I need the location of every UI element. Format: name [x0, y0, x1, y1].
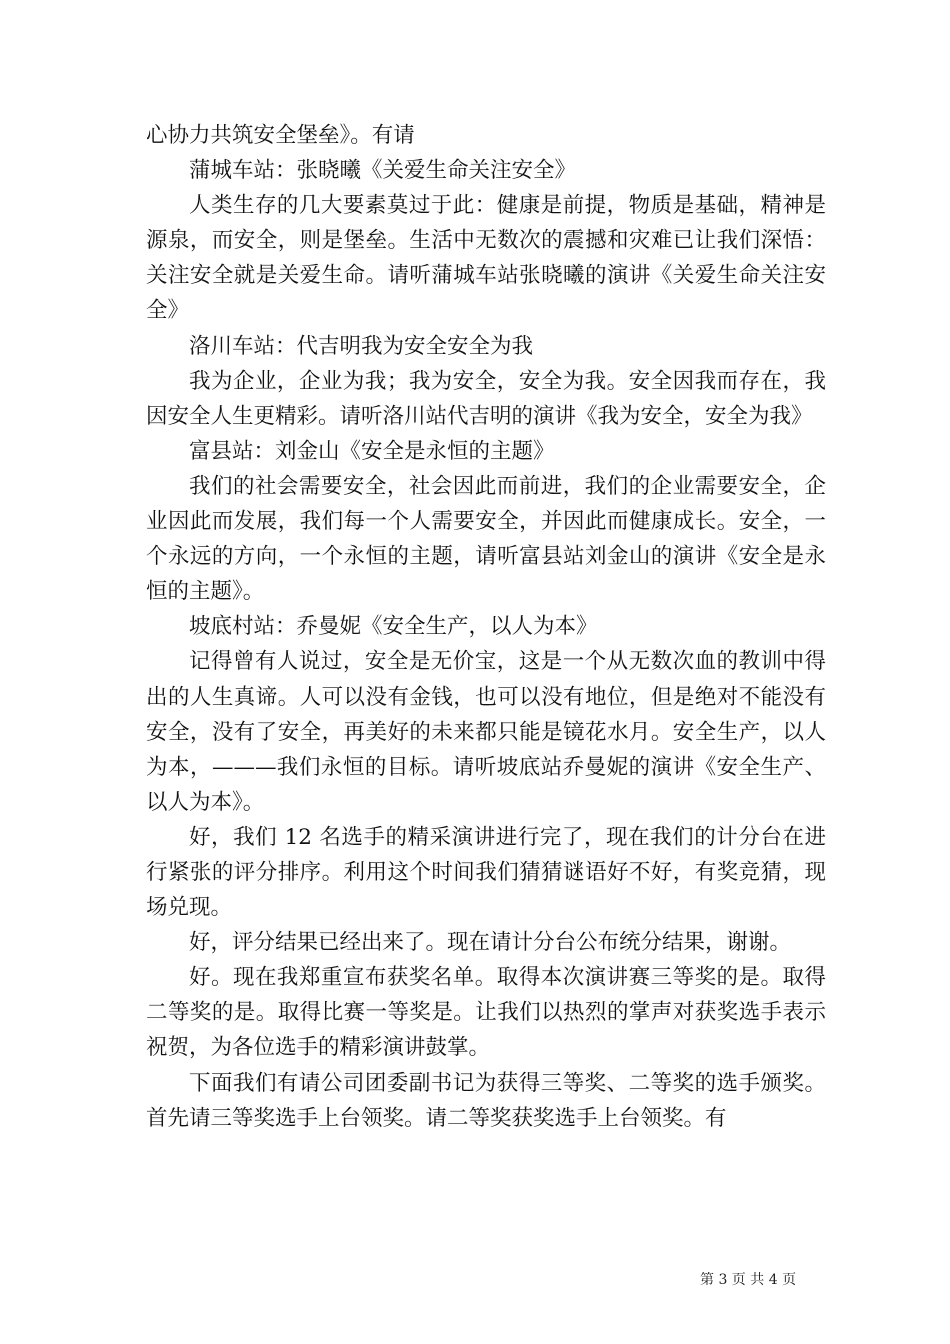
paragraph: 我为企业，企业为我；我为安全，安全为我。安全因我而存在，我因安全人生更精彩。请听洛川站代吉明的演讲《我为安全，安全为我》	[146, 368, 826, 429]
paragraph: 记得曾有人说过，安全是无价宝，这是一个从无数次血的教训中得出的人生真谛。人可以没有金钱，也可以没有地位，但是绝对不能没有安全，没有了安全，再美好的未来都只能是镜花水月。安全生产，以人为本，———我们永恒的目标。请听坡底站乔曼妮的演讲《安全生产、以人为本》。	[146, 649, 826, 815]
page-number: 第 3 页 共 4 页	[700, 1272, 797, 1288]
paragraph: 好。现在我郑重宣布获奖名单。取得本次演讲赛三等奖的是。取得二等奖的是。取得比赛一等奖是。让我们以热烈的掌声对获奖选手表示祝贺，为各位选手的精彩演讲鼓掌。	[146, 965, 826, 1061]
paragraph-heading: 蒲城车站：张晓曦《关爱生命关注安全》	[189, 158, 577, 184]
paragraph-heading: 洛川车站：代吉明我为安全安全为我	[189, 333, 534, 359]
paragraph: 下面我们有请公司团委副书记为获得三等奖、二等奖的选手颁奖。首先请三等奖选手上台领奖。请二等奖获奖选手上台领奖。有	[146, 1070, 826, 1131]
paragraph-heading: 富县站：刘金山《安全是永恒的主题》	[189, 438, 555, 464]
paragraph: 人类生存的几大要素莫过于此：健康是前提，物质是基础，精神是源泉，而安全，则是堡垒。生活中无数次的震撼和灾难已让我们深悟：关注安全就是关爱生命。请听蒲城车站张晓曦的演讲《关爱生命关注安全》	[146, 193, 826, 324]
paragraph: 我们的社会需要安全，社会因此而前进，我们的企业需要安全，企业因此而发展，我们每一个人需要安全，并因此而健康成长。安全，一个永远的方向，一个永恒的主题，请听富县站刘金山的演讲《安全是永恒的主题》。	[146, 473, 826, 605]
paragraph: 好，我们 12 名选手的精采演讲进行完了，现在我们的计分台在进行紧张的评分排序。利用这个时间我们猜猜谜语好不好，有奖竞猜，现场兑现。	[146, 824, 826, 921]
document-body	[146, 118, 826, 1136]
paragraph-heading: 坡底村站：乔曼妮《安全生产，以人为本》	[189, 614, 598, 640]
paragraph: 好，评分结果已经出来了。现在请计分台公布统分结果，谢谢。	[189, 930, 792, 956]
paragraph: 心协力共筑安全堡垒》。有请	[146, 123, 415, 148]
